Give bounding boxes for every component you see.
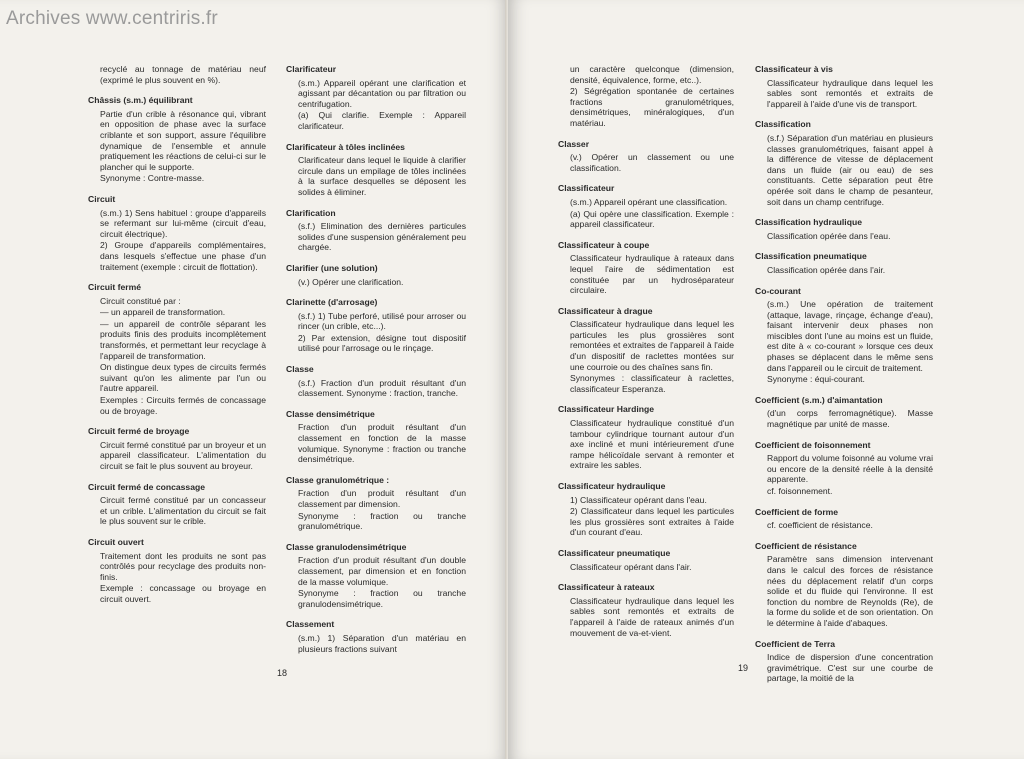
- glossary-entry: [286, 619, 466, 654]
- entry-term: Châssis (s.m.) équilibrant: [88, 95, 193, 106]
- definition-line: Exemples : Circuits fermés de concassage ou de broyage.: [100, 395, 266, 416]
- entry-term: Classe: [286, 364, 314, 375]
- definition-line: Classificateur opérant dans l'air.: [570, 561, 692, 572]
- glossary-entry: [286, 297, 466, 354]
- definition-line: (v.) Opérer un classement ou une classification.: [570, 152, 734, 173]
- glossary-entry: [558, 64, 734, 129]
- glossary-entry: [286, 542, 466, 610]
- entry-term: Classificateur à rateaux: [558, 582, 655, 593]
- glossary-entry: [88, 95, 266, 184]
- entry-definition: [286, 378, 466, 399]
- definition-line: cf. coefficient de résistance.: [767, 520, 873, 531]
- entry-definition: [558, 418, 734, 471]
- definition-line: (d'un corps ferromagnétique). Masse magnétique par unité de masse.: [767, 408, 933, 430]
- glossary-entry: [755, 440, 933, 497]
- column-1: [88, 64, 266, 615]
- entry-term: Classification pneumatique: [755, 251, 867, 262]
- entry-term: Classificateur: [558, 183, 615, 194]
- glossary-entry: [286, 64, 466, 132]
- entry-term: Circuit fermé de broyage: [88, 426, 190, 437]
- entry-definition: [88, 440, 266, 472]
- definition-line: (s.m.) Une opération de traitement (attaque, lavage, rinçage, échange d'eau), faisant intervenir deux phases non miscibles dont l'une au moins est un fluide, est dite à « co-courant » lorsque ces deux phases se déplacent dans le même sens dans l'appareil ou le circuit de traitement.: [767, 299, 933, 373]
- definition-line: Classificateur hydraulique dans lequel les sables sont remontés et extraits de l'appareil à l'aide d'une vis de transport.: [767, 77, 933, 109]
- glossary-entry: [88, 537, 266, 605]
- definition-line: Fraction d'un produit résultant d'un double classement, par dimension et en fonction de la masse volumique.: [298, 555, 466, 587]
- glossary-entry: [286, 364, 466, 399]
- glossary-entry: [755, 639, 933, 684]
- entry-term: Coefficient de résistance: [755, 540, 857, 551]
- glossary-entry: [558, 139, 734, 174]
- definition-line: Circuit fermé constitué par un concasseur et un crible. L'alimentation du circuit se fait le plus souvent sur le crible.: [100, 495, 266, 527]
- definition-line: (s.m.) 1) Sens habituel : groupe d'appareils se refermant sur lui-même (circuit d'eau, circuit électrique).: [100, 207, 266, 239]
- glossary-entry: [286, 208, 466, 253]
- column-3: [558, 64, 734, 648]
- definition-line: Classification opérée dans l'eau.: [767, 230, 891, 241]
- definition-line: Clarificateur dans lequel le liquide à clarifier circule dans un empilage de tôles inclinées à la surface desquelles se déposent les solides à éliminer.: [298, 155, 466, 197]
- definition-line: Classificateur hydraulique constitué d'un tambour cylindrique tournant autour d'un axe incliné et muni intérieurement d'une rampe hélicoïdale servant à remonter et extraire les sables.: [570, 418, 734, 471]
- definition-line: (s.f.) Elimination des dernières particules solides d'une suspension généralement peu chargée.: [298, 221, 466, 253]
- watermark: Archives www.centriris.fr: [6, 8, 218, 29]
- entry-term: Classificateur Hardinge: [558, 404, 654, 415]
- glossary-entry: [558, 183, 734, 229]
- definition-line: Classificateur hydraulique à rateaux dans lequel l'aire de sédimentation est constituée par un hydroséparateur circulaire.: [570, 253, 734, 296]
- definition-line: Synonyme : équi-courant.: [767, 374, 865, 385]
- definition-line: 2) Groupe d'appareils complémentaires, dans lesquels s'effectue une phase d'un traitement (exemple : circuit de flottation).: [100, 240, 266, 272]
- definition-line: Synonyme : Contre-masse.: [100, 173, 205, 184]
- glossary-entry: [755, 541, 933, 629]
- glossary-entry: [755, 286, 933, 385]
- entry-definition: [286, 311, 466, 354]
- glossary-entry: [558, 582, 734, 638]
- entry-definition: [286, 78, 466, 132]
- definition-line: 2) Ségrégation spontanée de certaines fractions granulométriques, densimétriques, minéralogiques, d'un matériau.: [570, 86, 734, 128]
- entry-definition: [755, 265, 933, 276]
- entry-term: Classificateur à drague: [558, 305, 653, 316]
- entry-definition: [88, 208, 266, 273]
- glossary-entry: [558, 306, 734, 395]
- definition-line: recyclé au tonnage de matériau neuf (exprimé le plus souvent en %).: [100, 64, 266, 85]
- entry-definition: [286, 488, 466, 531]
- glossary-entry: [286, 409, 466, 465]
- definition-line: (a) Qui opère une classification. Exemple : appareil classificateur.: [570, 208, 734, 230]
- entry-definition: [286, 277, 466, 288]
- definition-line: Partie d'un crible à résonance qui, vibrant en opposition de phase avec la surface criblante et son support, assure l'équilibre dynamique de l'ensemble et annule pratiquement les réactions de celui-ci sur le plancher qui le supporte.: [100, 108, 266, 172]
- entry-definition: [286, 633, 466, 654]
- definition-line: un caractère quelconque (dimension, densité, équivalence, forme, etc..).: [570, 64, 734, 85]
- definition-line: 1) Classificateur opérant dans l'eau.: [570, 494, 707, 505]
- entry-term: Coefficient (s.m.) d'aimantation: [755, 394, 883, 405]
- glossary-entry: [755, 395, 933, 430]
- entry-term: Classification hydraulique: [755, 217, 862, 228]
- definition-line: (a) Qui clarifie. Exemple : Appareil clarificateur.: [298, 110, 466, 131]
- entry-definition: [88, 64, 266, 85]
- entry-term: Circuit fermé: [88, 282, 142, 293]
- entry-term: Classer: [558, 138, 590, 149]
- entry-definition: [558, 562, 734, 573]
- entry-definition: [558, 495, 734, 538]
- glossary-entry: [755, 119, 933, 207]
- entry-term: Coefficient de Terra: [755, 638, 836, 649]
- entry-definition: [558, 152, 734, 173]
- definition-line: Rapport du volume foisonné au volume vrai ou encore de la densité réelle à la densité apparente.: [767, 453, 933, 485]
- entry-definition: [755, 133, 933, 207]
- entry-term: Co-courant: [755, 285, 801, 296]
- entry-definition: [755, 554, 933, 628]
- definition-line: Circuit constitué par :: [100, 295, 181, 306]
- glossary-entry: [286, 142, 466, 198]
- definition-line: Exemple : concassage ou broyage en circuit ouvert.: [100, 583, 266, 604]
- definition-line: 2) Classificateur dans lequel les particules les plus grossières sont extraites à l'aide d'un courant d'eau.: [570, 506, 734, 538]
- entry-definition: [755, 408, 933, 429]
- glossary-entry: [88, 282, 266, 416]
- entry-definition: [286, 555, 466, 609]
- entry-definition: [755, 78, 933, 110]
- definition-line: (v.) Opérer une clarification.: [298, 276, 404, 287]
- entry-term: Circuit: [88, 193, 116, 204]
- glossary-entry: [755, 507, 933, 531]
- glossary-entry: [286, 263, 466, 287]
- entry-term: Classificateur pneumatique: [558, 547, 671, 558]
- entry-definition: [88, 495, 266, 527]
- definition-line: Traitement dont les produits ne sont pas contrôlés pour recyclage des produits non-finis.: [100, 550, 266, 582]
- entry-definition: [88, 551, 266, 605]
- entry-term: Circuit fermé de concassage: [88, 481, 206, 492]
- glossary-entry: [558, 548, 734, 572]
- definition-line: — un appareil de contrôle séparant les produits finis des produits incomplètement transformés, et permettant leur recyclage à l'appareil de transformation.: [100, 318, 266, 361]
- entry-term: Classement: [286, 619, 335, 630]
- glossary-entry: [88, 482, 266, 527]
- glossary-entry: [286, 475, 466, 532]
- entry-definition: [558, 596, 734, 638]
- definition-line: Indice de dispersion d'une concentration gravimétrique. C'est sur une courbe de partage, la moitié de la: [767, 652, 933, 684]
- entry-definition: [558, 253, 734, 295]
- glossary-entry: [755, 64, 933, 109]
- page-number-right: 19: [738, 663, 749, 673]
- definition-line: Paramètre sans dimension intervenant dans le calcul des forces de résistance nées du déplacement relatif d'un corps solide et du fluide qui l'environne. Il est fonction du nombre de Reynolds (Re), de la forme du solide et de son orientation. On le détermine à l'aide d'abaques.: [767, 554, 933, 628]
- entry-definition: [755, 652, 933, 684]
- entry-term: Clarifier (une solution): [286, 262, 378, 273]
- entry-term: Classificateur à vis: [755, 64, 833, 74]
- entry-definition: [88, 109, 266, 184]
- entry-term: Clarification: [286, 207, 336, 218]
- definition-line: Circuit fermé constitué par un broyeur et un appareil classificateur. L'alimentation du circuit se fait le plus souvent au broyeur.: [100, 439, 266, 471]
- page-right: [508, 0, 1024, 759]
- glossary-entry: [88, 64, 266, 85]
- entry-definition: [286, 422, 466, 464]
- definition-line: Fraction d'un produit résultant d'un classement par dimension.: [298, 488, 466, 509]
- entry-definition: [755, 453, 933, 496]
- entry-term: Classificateur hydraulique: [558, 481, 666, 491]
- definition-line: (s.m.) Appareil opérant une clarification et agissant par décantation ou par filtration ou centrifugation.: [298, 77, 466, 109]
- entry-definition: [755, 299, 933, 385]
- glossary-entry: [88, 194, 266, 272]
- entry-term: Circuit ouvert: [88, 536, 144, 547]
- entry-definition: [755, 520, 933, 531]
- glossary-entry: [558, 481, 734, 538]
- glossary-entry: [755, 251, 933, 275]
- definition-line: Classificateur hydraulique dans lequel les sables sont remontés et extraits de l'appareil à l'aide de rateaux animés d'un mouvement de va-et-vient.: [570, 595, 734, 638]
- definition-line: Synonyme : fraction ou tranche granulodensimétrique.: [298, 588, 466, 609]
- entry-term: Classe granulodensimétrique: [286, 541, 407, 552]
- definition-line: Synonymes : classificateur à raclettes, classificateur Esperanza.: [570, 373, 734, 394]
- definition-line: Classification opérée dans l'air.: [767, 264, 886, 275]
- entry-definition: [286, 221, 466, 253]
- definition-line: Classificateur hydraulique dans lequel les particules les plus grossières sont remontées et extraites de l'appareil à l'aide d'un dispositif de raclettes montées sur une courroie ou des chaînes sans fin.: [570, 319, 734, 372]
- column-2: [286, 64, 466, 664]
- column-4: [755, 64, 933, 694]
- definition-line: (s.f.) Fraction d'un produit résultant d'un classement. Synonyme : fraction, tranche.: [298, 377, 466, 399]
- entry-term: Coefficient de forme: [755, 506, 839, 517]
- glossary-entry: [88, 426, 266, 471]
- definition-line: (s.m.) 1) Séparation d'un matériau en plusieurs fractions suivant: [298, 632, 466, 654]
- entry-term: Classificateur à coupe: [558, 239, 650, 250]
- entry-definition: [286, 155, 466, 197]
- entry-definition: [558, 64, 734, 129]
- entry-definition: [88, 296, 266, 417]
- entry-term: Clarificateur à tôles inclinées: [286, 141, 405, 152]
- definition-line: cf. foisonnement.: [767, 486, 833, 496]
- definition-line: Fraction d'un produit résultant d'un classement en fonction de la masse volumique. Synonyme : fraction ou tranche densimétrique.: [298, 422, 466, 465]
- entry-term: Classe densimétrique: [286, 408, 375, 419]
- page-number-left: 18: [277, 668, 288, 678]
- entry-definition: [755, 231, 933, 242]
- definition-line: Synonyme : fraction ou tranche granulométrique.: [298, 510, 466, 532]
- definition-line: On distingue deux types de circuits fermés suivant qu'on les alimente par l'un ou l'autre appareil.: [100, 362, 266, 394]
- entry-term: Classe granulométrique :: [286, 474, 390, 485]
- entry-term: Coefficient de foisonnement: [755, 439, 871, 450]
- glossary-entry: [558, 240, 734, 296]
- entry-term: Classification: [755, 119, 811, 130]
- page-left: [0, 0, 508, 759]
- definition-line: — un appareil de transformation.: [100, 307, 226, 318]
- entry-term: Clarinette (d'arrosage): [286, 297, 378, 308]
- entry-term: Clarificateur: [286, 64, 337, 74]
- glossary-entry: [755, 217, 933, 241]
- definition-line: 2) Par extension, désigne tout dispositif utilisé pour l'arrosage ou le rinçage.: [298, 332, 466, 354]
- entry-definition: [558, 197, 734, 230]
- definition-line: (s.f.) 1) Tube perforé, utilisé pour arroser ou rincer (un crible, etc...).: [298, 310, 466, 332]
- definition-line: (s.m.) Appareil opérant une classification.: [570, 196, 728, 207]
- entry-definition: [558, 319, 734, 394]
- glossary-entry: [558, 404, 734, 471]
- definition-line: (s.f.) Séparation d'un matériau en plusieurs classes granulométriques, faisant appel à la différence de vitesse de déplacement dans un fluide (air ou eau) de ses constituants. Cette séparation peut être opérée soit dans le champ de pesanteur, soit dans un champ centrifuge.: [767, 132, 933, 207]
